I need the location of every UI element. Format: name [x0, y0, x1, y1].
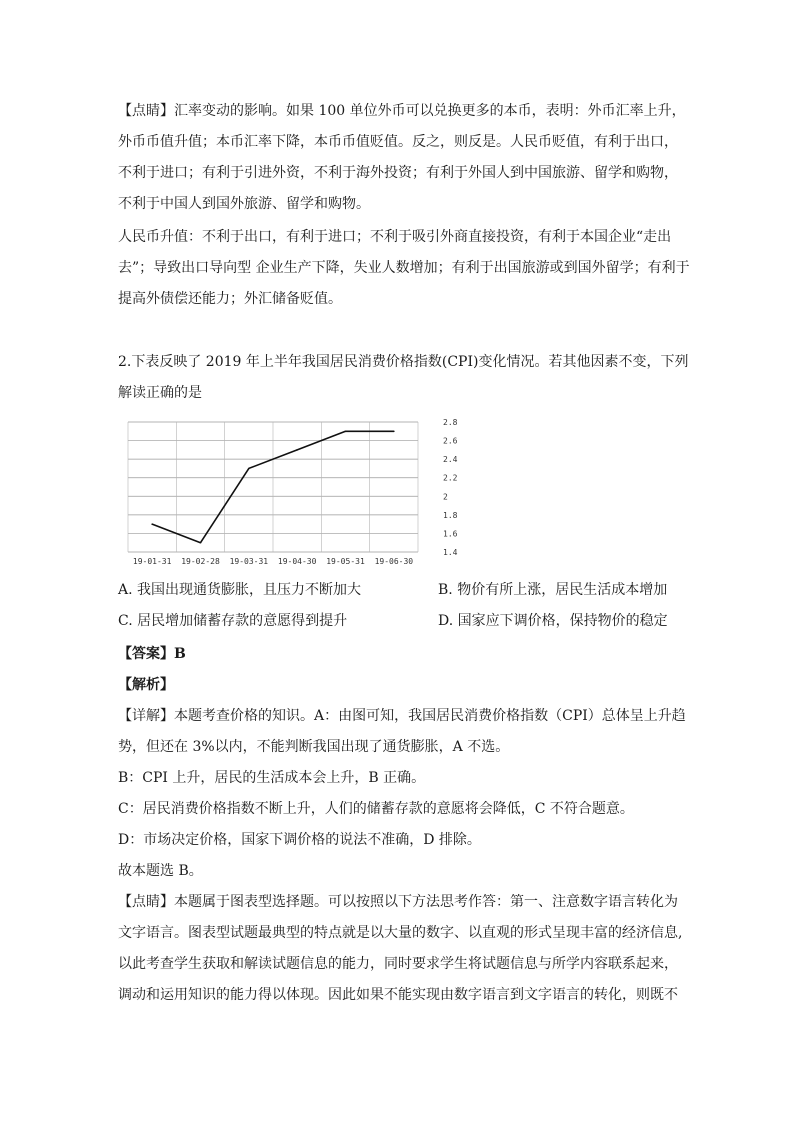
analysis-line: 以此考查学生获取和解读试题信息的能力，同时要求学生将试题信息与所学内容联系起来，: [118, 956, 678, 972]
analysis-heading: 【解析】: [118, 677, 174, 693]
question-stem: 解读正确的是: [118, 385, 202, 401]
answer-line: 【答案】B: [118, 646, 186, 662]
cpi-data-point: [393, 430, 395, 432]
cpi-data-point: [200, 542, 202, 544]
note-line: 【点睛】汇率变动的影响。如果 100 单位外币可以兑换更多的本币，表明：外币汇率上升，: [118, 103, 686, 119]
analysis-line: 文字语言。图表型试题最典型的特点就是以大量的数字、以直观的形式呈现丰富的经济信息,: [118, 925, 683, 941]
y-tick-label: 2.4: [443, 455, 458, 465]
x-tick-label: 19-02-28: [181, 557, 220, 566]
option-b: B. 物价有所上涨，居民生活成本增加: [438, 582, 668, 598]
analysis-line: 【点睛】本题属于图表型选择题。可以按照以下方法思考作答：第一、注意数字语言转化为: [118, 894, 678, 910]
cpi-data-point: [151, 523, 153, 525]
note-line: 提高外债偿还能力；外汇储备贬值。: [118, 291, 342, 307]
analysis-line: D：市场决定价格，国家下调价格的说法不准确，D 排除。: [118, 832, 481, 848]
note-line: 不利于中国人到国外旅游、留学和购物。: [118, 196, 370, 212]
question-stem: 2.下表反映了 2019 年上半年我国居民消费价格指数(CPI)变化情况。若其他因素不变，下列: [118, 354, 689, 370]
cpi-line-chart: [118, 412, 478, 572]
cpi-data-point: [248, 468, 250, 470]
chart-ticks: [133, 418, 458, 566]
y-tick-label: 1.8: [443, 510, 458, 520]
x-tick-label: 19-01-31: [132, 557, 172, 566]
x-tick-label: 19-04-30: [277, 557, 317, 566]
cpi-data-point: [296, 449, 298, 451]
y-tick-label: 2.6: [443, 436, 458, 446]
x-tick-label: 19-05-31: [326, 557, 365, 566]
analysis-line: 故本题选 B。: [118, 863, 203, 879]
y-tick-label: 1.4: [443, 548, 458, 557]
analysis-line: 【详解】本题考查价格的知识。A：由图可知，我国居民消费价格指数（CPI）总体呈上升趋: [118, 708, 686, 724]
y-tick-label: 1.6: [443, 529, 458, 539]
option-a: A. 我国出现通货膨胀，且压力不断加大: [118, 582, 362, 598]
y-tick-label: 2.8: [443, 418, 458, 427]
x-tick-label: 19-06-30: [374, 557, 414, 566]
note-line: 人民币升值：不利于出口，有利于进口；不利于吸引外商直接投资，有利于本国企业“走出: [118, 229, 672, 245]
analysis-line: 调动和运用知识的能力得以体现。因此如果不能实现由数字语言到文字语言的转化，则既不: [118, 987, 678, 1003]
option-d: D. 国家应下调价格，保持物价的稳定: [438, 613, 668, 629]
note-line: 外币币值升值；本币汇率下降，本币币值贬值。反之，则反是。人民币贬值，有利于出口，: [118, 134, 678, 150]
y-tick-label: 2: [443, 492, 448, 502]
x-tick-label: 19-03-31: [229, 557, 269, 566]
note-line: 不利于进口；有利于引进外资，不利于海外投资；有利于外国人到中国旅游、留学和购物，: [118, 165, 678, 181]
option-c: C. 居民增加储蓄存款的意愿得到提升: [118, 613, 348, 629]
analysis-line: C：居民消费价格指数不断上升，人们的储蓄存款的意愿将会降低，C 不符合题意。: [118, 801, 634, 817]
cpi-data-point: [345, 430, 347, 432]
analysis-line: 势，但还在 3%以内，不能判断我国出现了通货膨胀，A 不选。: [118, 739, 510, 755]
chart-grid: [128, 422, 418, 552]
note-line: 去”；导致出口导向型 企业生产下降，失业人数增加；有利于出国旅游或到国外留学；有利于: [118, 260, 690, 276]
analysis-line: B：CPI 上升，居民的生活成本会上升，B 正确。: [118, 770, 426, 786]
y-tick-label: 2.2: [443, 473, 458, 483]
